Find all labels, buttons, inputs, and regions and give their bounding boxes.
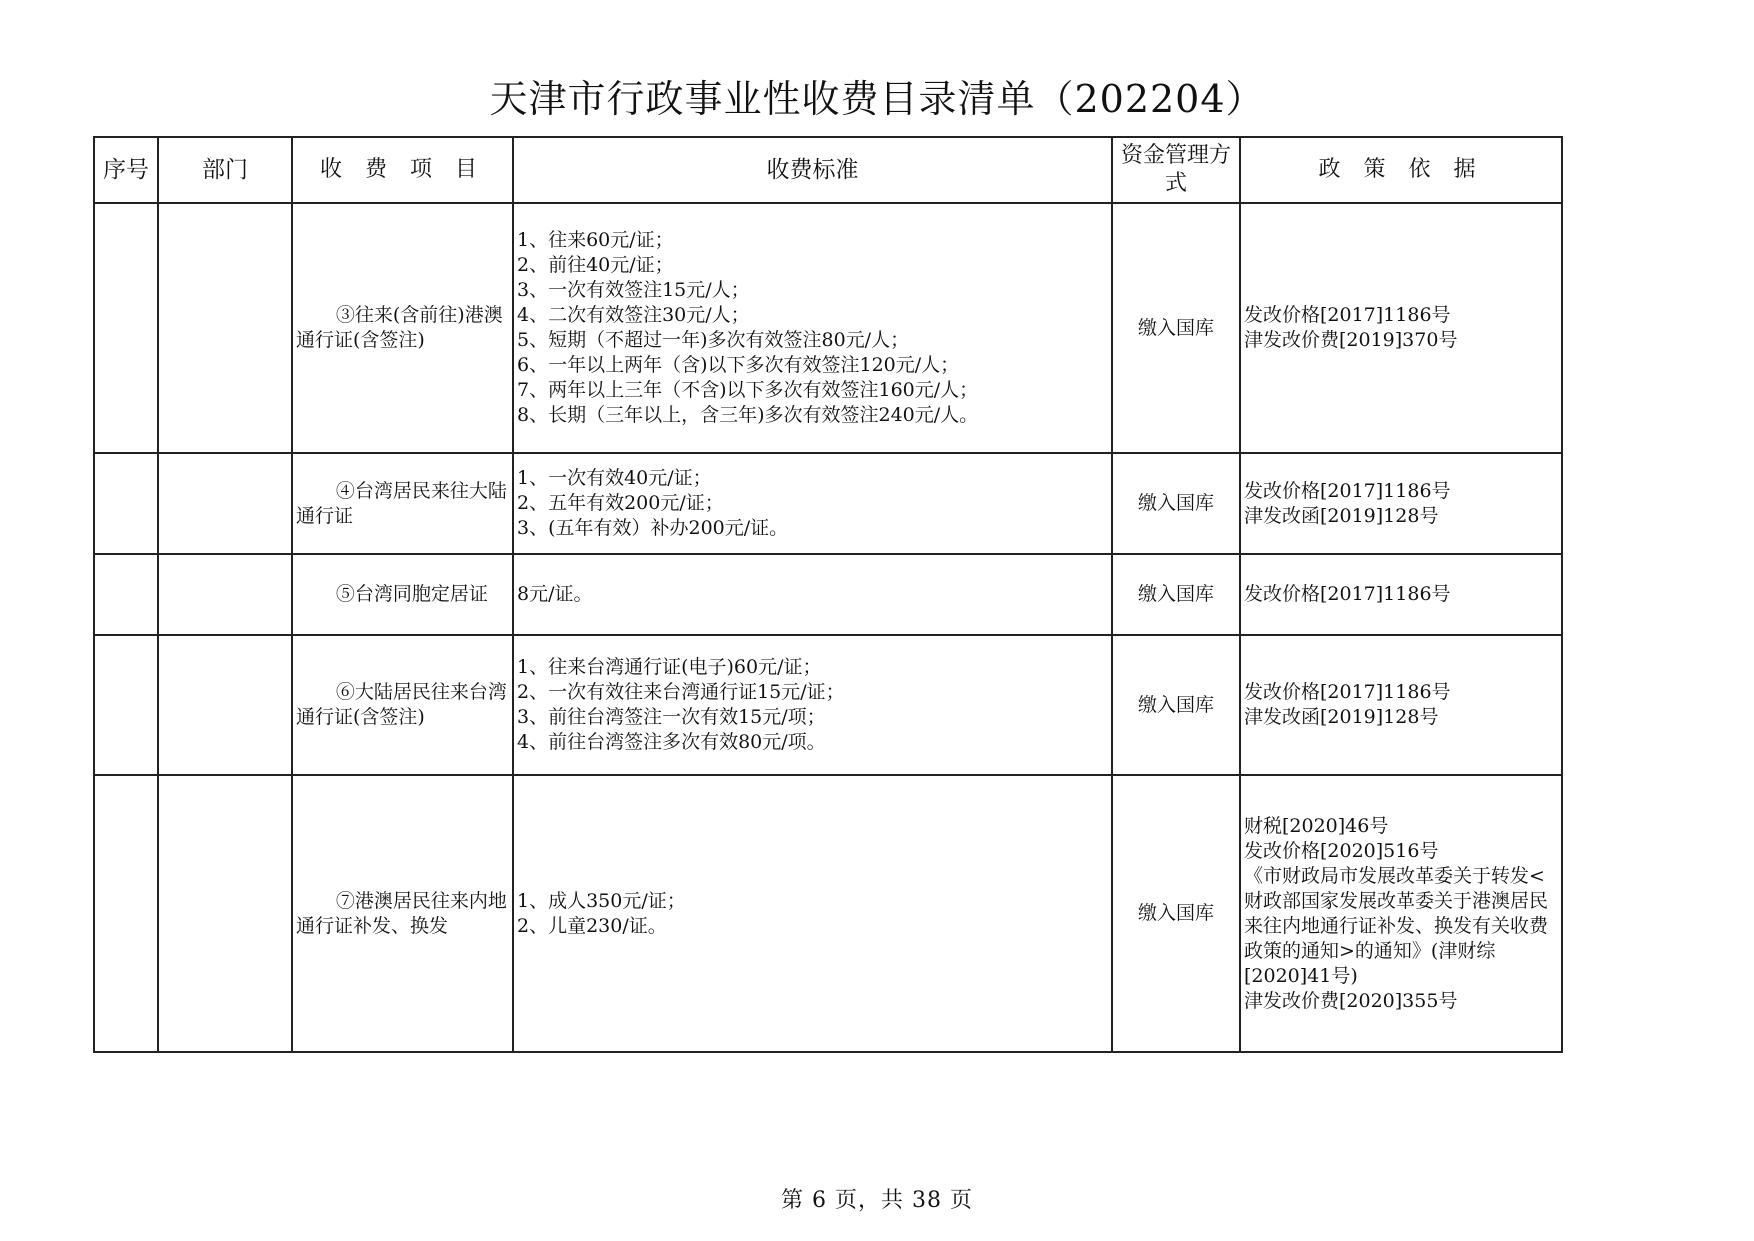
cell-fund-mgmt: 缴入国库 <box>1112 453 1240 554</box>
cell-standard: 8元/证。 <box>513 554 1112 635</box>
cell-fund-mgmt: 缴入国库 <box>1112 775 1240 1052</box>
fee-table <box>93 136 1563 1053</box>
cell-basis: 发改价格[2017]1186号 津发改函[2019]128号 <box>1240 635 1562 775</box>
cell-standard: 1、成人350元/证； 2、儿童230/证。 <box>513 775 1112 1052</box>
cell-standard: 1、往来60元/证； 2、前往40元/证； 3、一次有效签注15元/人； 4、二次有效签注30元/人； 5、短期（不超过一年)多次有效签注80元/人； 6、一年以上两年（含)以下多次有效签注120元/人； 7、两年以上三年（不含)以下多次有效签注160元/人； 8、长期（三年以上，含三年)多次有效签注240元/人。 <box>513 203 1112 453</box>
table-header-row <box>94 137 1562 203</box>
header-seq: 序号 <box>94 137 158 203</box>
header-dept: 部门 <box>158 137 292 203</box>
cell-dept <box>158 554 292 635</box>
cell-dept <box>158 453 292 554</box>
cell-item: ⑥大陆居民往来台湾通行证(含签注) <box>292 635 513 775</box>
cell-dept <box>158 203 292 453</box>
table-row <box>94 453 1562 554</box>
header-item: 收 费 项 目 <box>292 137 513 203</box>
cell-basis: 发改价格[2017]1186号 津发改函[2019]128号 <box>1240 453 1562 554</box>
cell-fund-mgmt: 缴入国库 <box>1112 635 1240 775</box>
cell-item: ④台湾居民来往大陆通行证 <box>292 453 513 554</box>
header-fund-mgmt: 资金管理方式 <box>1112 137 1240 203</box>
cell-basis: 发改价格[2017]1186号 津发改价费[2019]370号 <box>1240 203 1562 453</box>
cell-seq <box>94 635 158 775</box>
cell-item: ⑦港澳居民往来内地通行证补发、换发 <box>292 775 513 1052</box>
table-row <box>94 554 1562 635</box>
cell-basis: 发改价格[2017]1186号 <box>1240 554 1562 635</box>
page-title: 天津市行政事业性收费目录清单（202204） <box>489 77 1265 121</box>
cell-item: ⑤台湾同胞定居证 <box>292 554 513 635</box>
cell-seq <box>94 203 158 453</box>
cell-fund-mgmt: 缴入国库 <box>1112 203 1240 453</box>
cell-seq <box>94 554 158 635</box>
cell-dept <box>158 635 292 775</box>
cell-fund-mgmt: 缴入国库 <box>1112 554 1240 635</box>
page-footer: 第 6 页，共 38 页 <box>781 1188 973 1213</box>
header-basis: 政 策 依 据 <box>1240 137 1562 203</box>
cell-item: ③往来(含前往)港澳通行证(含签注) <box>292 203 513 453</box>
header-standard: 收费标准 <box>513 137 1112 203</box>
table-row <box>94 203 1562 453</box>
cell-seq <box>94 453 158 554</box>
cell-standard: 1、往来台湾通行证(电子)60元/证； 2、一次有效往来台湾通行证15元/证； 3、前往台湾签注一次有效15元/项； 4、前往台湾签注多次有效80元/项。 <box>513 635 1112 775</box>
cell-standard: 1、一次有效40元/证； 2、五年有效200元/证； 3、(五年有效）补办200元/证。 <box>513 453 1112 554</box>
cell-basis: 财税[2020]46号 发改价格[2020]516号 《市财政局市发展改革委关于转发<财政部国家发展改革委关于港澳居民来往内地通行证补发、换发有关收费政策的通知>的通知》(津财综[2020]41号) 津发改价费[2020]355号 <box>1240 775 1562 1052</box>
cell-seq <box>94 775 158 1052</box>
table-row <box>94 775 1562 1052</box>
table-row <box>94 635 1562 775</box>
cell-dept <box>158 775 292 1052</box>
